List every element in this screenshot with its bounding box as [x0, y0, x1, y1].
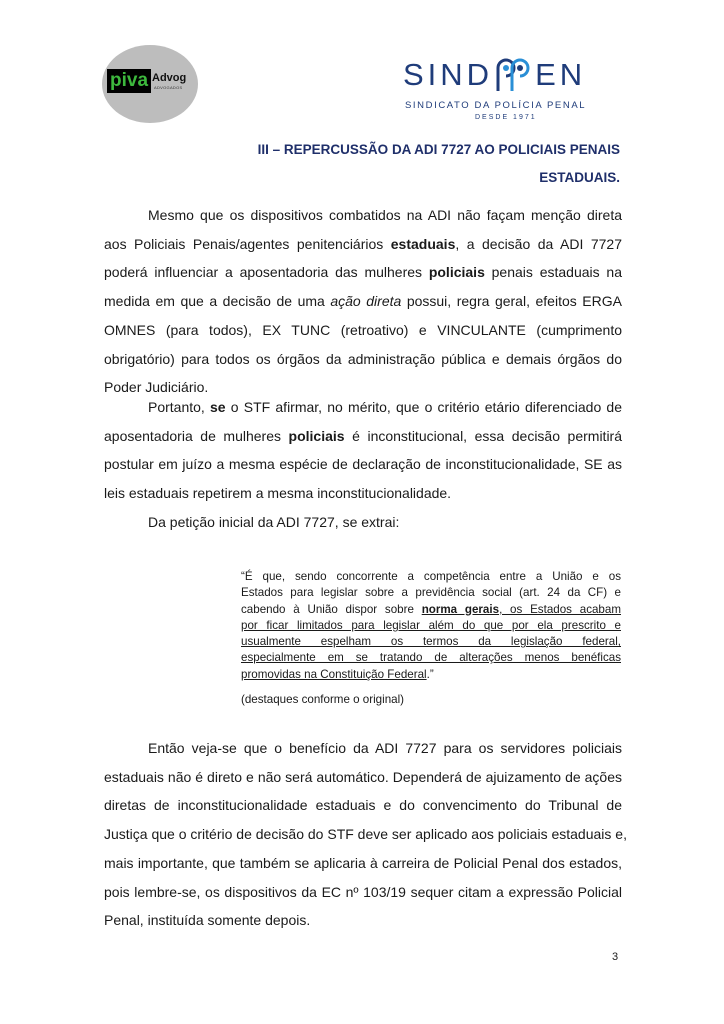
- italic-acao-direta: ação direta: [330, 293, 402, 310]
- quote-line-2: Estados para legislar sobre a previdência social (art. 24 da CF) e: [241, 586, 621, 600]
- p1-line-3: poderá influenciar a aposentadoria das mulheres policiais penais estaduais na: [104, 264, 622, 281]
- advog-logo-subtext: ADVOGADOS: [154, 85, 183, 90]
- quote-note: (destaques conforme o original): [241, 693, 405, 706]
- p1-line-1: Mesmo que os dispositivos combatidos na ADI não façam menção direta: [148, 207, 622, 223]
- paragraph-1: [104, 201, 622, 402]
- p2-line-2: aposentadoria de mulheres policiais é inconstitucional, essa decisão permitirá: [104, 427, 622, 444]
- quote-line-7: promovidas na Constituição Federal.”: [241, 667, 434, 681]
- bold-underline-norma-gerais: norma gerais: [421, 602, 500, 616]
- p4-line-3: diretas de inconstitucionalidade estaduais e do convencimento do Tribunal de: [104, 797, 622, 814]
- quote-block: [241, 569, 621, 683]
- p4-line-7: Penal, instituída somente depois.: [104, 912, 311, 929]
- section-title-line-2: ESTADUAIS.: [539, 170, 620, 185]
- p2-line-4: leis estaduais repetirem a mesma inconstitucionalidade.: [104, 485, 452, 502]
- p1-line-5: OMNES (para todos), EX TUNC (retroativo) e VINCULANTE (cumprimento: [104, 321, 622, 338]
- bold-estaduais: estaduais: [390, 235, 456, 252]
- bold-policiais-2: policiais: [288, 427, 345, 444]
- page-number: 3: [612, 951, 619, 963]
- p4-line-2: estaduais não é direto e não será automático. Dependerá de ajuizamento de ações: [104, 768, 622, 785]
- advog-logo-text: Advog: [152, 72, 187, 84]
- quote-line-1: “É que, sendo concorrente a competência entre a União e os: [241, 570, 621, 583]
- sindppen-name-prefix: SIND: [403, 57, 494, 92]
- sindppen-wordmark: [403, 58, 586, 92]
- sindppen-name-suffix: EN: [535, 57, 587, 92]
- sindppen-since: DESDE 1971: [475, 114, 537, 121]
- p1-line-4: medida em que a decisão de uma ação direta possui, regra geral, efeitos ERGA: [104, 293, 622, 310]
- p1-line-7: Poder Judiciário.: [104, 379, 209, 396]
- paragraph-3: [104, 508, 622, 537]
- section-title-line-1: III – REPERCUSSÃO DA ADI 7727 AO POLICIAIS PENAIS: [257, 142, 620, 157]
- p1-line-6: obrigatório) para todos os órgãos da administração pública e demais órgãos do: [104, 350, 622, 367]
- p2-line-3: postular em juízo a mesma espécie de declaração de inconstitucionalidade, SE as: [104, 456, 622, 473]
- double-p-logo-icon: [495, 58, 533, 92]
- quote-line-3: cabendo à União dispor sobre norma gerais, os Estados acabam: [241, 602, 621, 616]
- p4-line-1: Então veja-se que o benefício da ADI 7727 para os servidores policiais: [148, 740, 622, 756]
- sindppen-subtitle: SINDICATO DA POLÍCIA PENAL: [405, 100, 587, 111]
- sindppen-logo: [403, 58, 603, 128]
- p4-line-5: mais importante, que também se aplicaria à carreira de Policial Penal dos estados,: [104, 854, 622, 871]
- p1-line-2: aos Policiais Penais/agentes penitenciários estaduais, a decisão da ADI 7727: [104, 235, 622, 252]
- p4-line-4: Justiça que o critério de decisão do STF deve ser aplicado aos policiais estaduais e,: [104, 826, 627, 843]
- paragraph-2: [104, 393, 622, 508]
- p3-line-1: Da petição inicial da ADI 7727, se extrai:: [148, 514, 400, 530]
- piva-advog-logo: [102, 45, 198, 123]
- bold-policiais: policiais: [428, 264, 485, 281]
- quote-line-5: usualmente espelham os termos da legislação federal,: [241, 635, 621, 649]
- quote-line-4: por ficar limitados para legislar além do que por ela prescrito e: [241, 618, 621, 632]
- quote-line-6: especialmente em se tratando de alterações menos benéficas: [241, 651, 621, 665]
- bold-se: se: [210, 399, 226, 415]
- p4-line-6: pois lembre-se, os dispositivos da EC nº 103/19 sequer citam a expressão Policial: [104, 883, 622, 900]
- piva-logo-mark: piva: [107, 69, 151, 93]
- paragraph-4: [104, 734, 627, 935]
- p2-line-1: Portanto, se o STF afirmar, no mérito, que o critério etário diferenciado de: [148, 399, 622, 415]
